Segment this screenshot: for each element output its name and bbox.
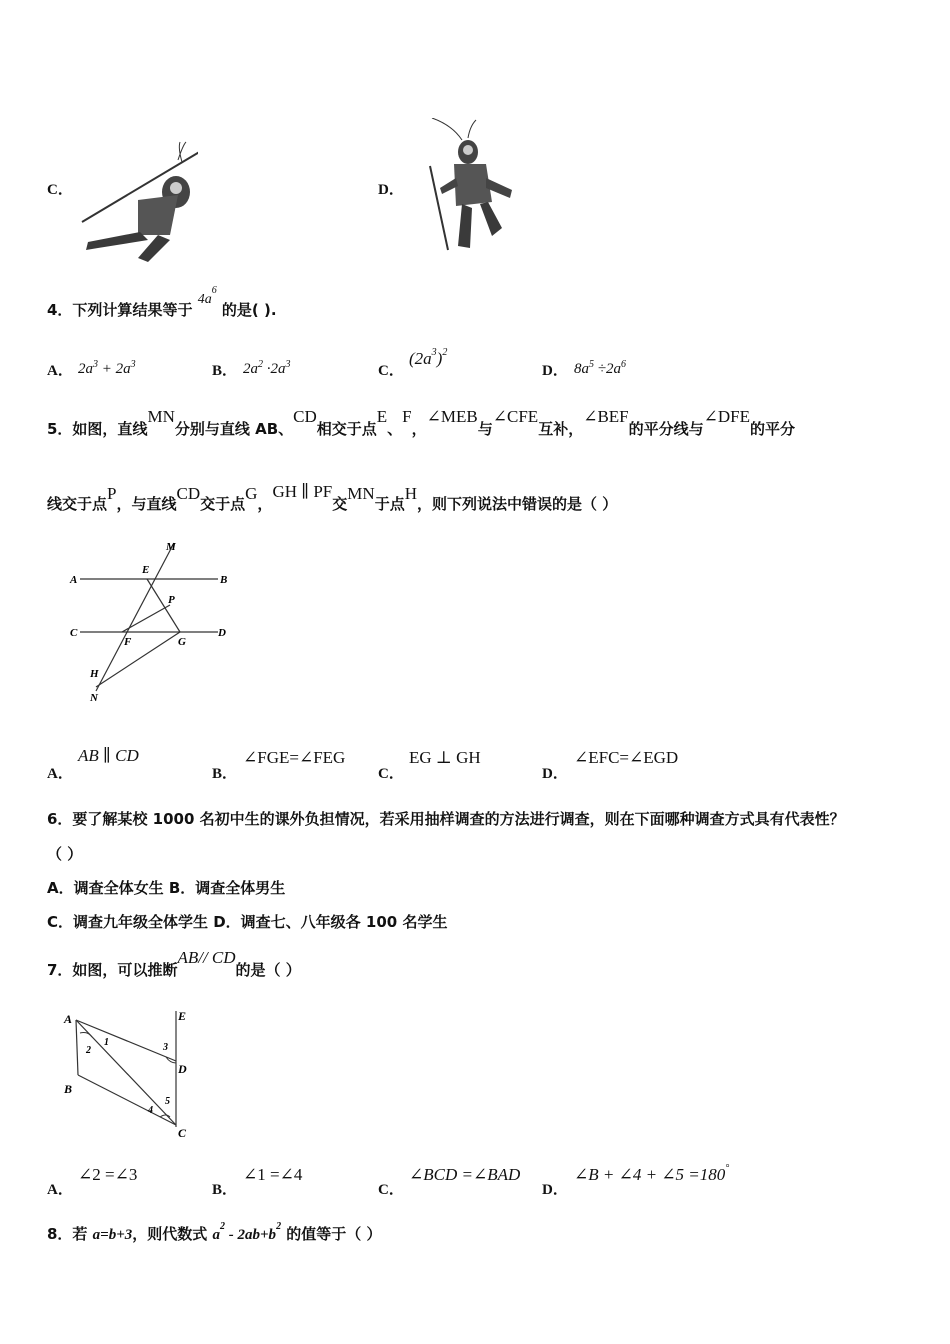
fig5-label-c: C — [70, 627, 78, 639]
q5-option-c-text: EG ⊥ GH — [409, 748, 481, 767]
q6-prompt: 6．要了解某校 1000 名初中生的课外负担情况，若采用抽样调查的方法进行调查，则在下面哪种调查方式具有代表性？ — [47, 810, 845, 828]
q5-angle-cfe: ∠CFE — [492, 407, 539, 426]
q6-answer-parens: （ ） — [47, 845, 83, 863]
fig7-label-e: E — [178, 1009, 187, 1023]
q5-f: F — [402, 407, 412, 426]
q5-angle-meb: ∠MEB — [426, 407, 478, 426]
q7-option-a-label: A． — [47, 1182, 73, 1198]
q6-options-cd: C．调查九年级全体学生 D．调查七、八年级各 100 名学生 — [47, 913, 448, 931]
q5-h: H — [404, 484, 417, 503]
fig7-angle-5: 5 — [165, 1096, 170, 1107]
q5-option-b-label: B． — [212, 766, 238, 782]
fig5-label-g: G — [178, 636, 186, 648]
q4-prompt-post: 的是( ). — [221, 301, 277, 319]
q5-geometry-figure — [60, 535, 245, 705]
fig7-angle-2: 2 — [86, 1045, 91, 1056]
q4-option-c-label: C． — [378, 363, 404, 379]
fig7-label-d: D — [178, 1062, 187, 1076]
q5-cd: CD — [293, 407, 317, 426]
fig5-label-p: P — [168, 594, 175, 606]
q3-option-d-label: D． — [378, 182, 404, 198]
q7-option-d-label: D． — [542, 1182, 568, 1198]
q5-angle-bef: ∠BEF — [583, 407, 629, 426]
q7-option-a-text: ∠2 =∠3 — [78, 1165, 138, 1184]
q6-options-ab: A．调查全体女生 B．调查全体男生 — [47, 879, 286, 897]
fig7-label-c: C — [178, 1126, 187, 1140]
fig5-label-d: D — [218, 627, 226, 639]
fig5-label-a: A — [70, 574, 78, 586]
q5-mn2: MN — [347, 484, 375, 503]
monkey-king-figure-d — [420, 118, 520, 256]
q7-expr: AB// CD — [177, 948, 236, 967]
fig7-angle-1: 1 — [104, 1037, 109, 1048]
q5-mn: MN — [147, 407, 175, 426]
q4-option-b-label: B． — [212, 363, 238, 379]
q4-option-a-label: A． — [47, 363, 73, 379]
q5-p: P — [107, 484, 117, 503]
q5-cd2: CD — [176, 484, 201, 503]
fig7-angle-4: 4 — [148, 1105, 153, 1116]
q4-option-b-expr: $2a^2 \cdot 2a^3$ — [243, 359, 291, 377]
q4-prompt — [47, 285, 277, 320]
q7-option-c-text: ∠BCD =∠BAD — [409, 1165, 521, 1184]
q7-option-d-text: ∠B + ∠4 + ∠5 =180° — [574, 1163, 730, 1184]
q7-geometry-figure — [60, 1005, 200, 1140]
q5-prompt-line1: 5．如图，直线MN分别与直线 AB、CD相交于点E、F，∠MEB与∠CFE互补，∠BEF的平分线与∠DFE的平分 — [47, 407, 796, 438]
fig5-label-n: N — [90, 692, 98, 704]
fig7-label-b: B — [64, 1082, 73, 1096]
q5-option-d-text: ∠EFC=∠EGD — [574, 748, 679, 767]
q7-option-b-label: B． — [212, 1182, 238, 1198]
fig5-label-b: B — [220, 574, 228, 586]
q4-option-c-expr: $(2a^3)^2$ — [409, 347, 448, 368]
q5-prompt-line2: 线交于点P，与直线CD交于点G，GH ∥ PF交MN于点H，则下列说法中错误的是（ ） — [47, 482, 618, 513]
q4-expression: $4a^6$ — [197, 285, 217, 307]
fig7-label-a: A — [64, 1012, 73, 1026]
q4-option-d-expr: $8a^5 \div 2a^6$ — [574, 359, 626, 377]
q7-option-c-label: C． — [378, 1182, 404, 1198]
q8-expression: $a^2 - 2ab+b^2$ — [212, 1221, 282, 1243]
fig7-angle-3: 3 — [163, 1042, 168, 1053]
q5-option-a-label: A． — [47, 766, 73, 782]
q5-e: E — [376, 407, 388, 426]
q5-gh-parallel-pf: GH ∥ PF — [272, 482, 333, 501]
q8-condition: a=b+3 — [92, 1227, 133, 1243]
q5-option-a-text: AB ∥ CD — [78, 746, 139, 765]
fig5-label-h: H — [90, 668, 99, 680]
q4-option-a-expr: $2a^3 + 2a^3$ — [78, 359, 136, 377]
q5-angle-dfe: ∠DFE — [703, 407, 751, 426]
q5-option-d-label: D． — [542, 766, 568, 782]
q5-option-b-text: ∠FGE=∠FEG — [243, 748, 346, 767]
q4-option-d-label: D． — [542, 363, 568, 379]
fig5-label-m: M — [166, 541, 176, 553]
q4-prompt-pre: 4．下列计算结果等于 — [47, 301, 193, 319]
q7-option-b-text: ∠1 =∠4 — [243, 1165, 303, 1184]
monkey-king-figure-c — [78, 140, 198, 265]
q5-option-c-label: C． — [378, 766, 404, 782]
q3-option-c-label: C． — [47, 182, 73, 198]
fig5-label-f: F — [124, 636, 132, 648]
fig5-label-e: E — [142, 564, 150, 576]
q8-prompt: 8．若 a=b+3，则代数式 $a^2 - 2ab+b^2$ 的值等于（ ） — [47, 1221, 382, 1243]
q7-prompt: 7．如图，可以推断AB// CD的是（ ） — [47, 948, 301, 979]
q5-g: G — [245, 484, 258, 503]
